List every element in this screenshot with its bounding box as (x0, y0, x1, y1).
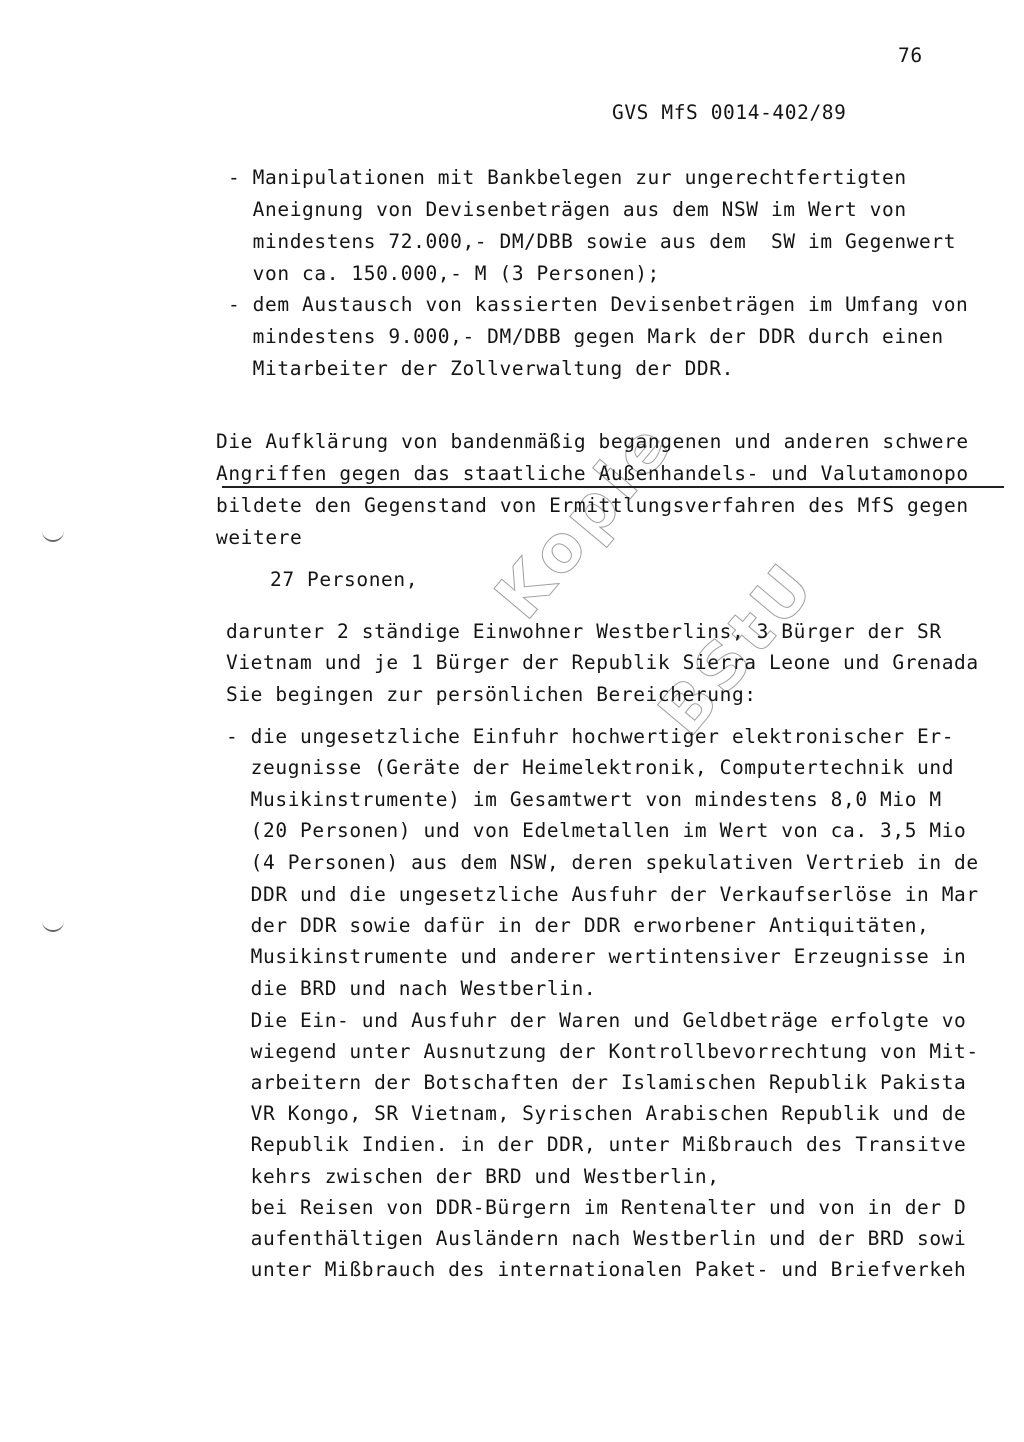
text-line: Musikinstrumente und anderer wertintensiver Erzeugnisse in (226, 945, 967, 968)
text-line: Die Aufklärung von bandenmäßig begangenen und anderen schwere (216, 430, 969, 453)
text-line: Aneignung von Devisenbeträgen aus dem NSW im Wert von (228, 198, 907, 221)
text-line: Mitarbeiter der Zollverwaltung der DDR. (228, 357, 734, 380)
text-line: aufenthältigen Ausländern nach Westberlin und der BRD sowi (226, 1227, 967, 1250)
text-line: die BRD und nach Westberlin. (226, 977, 597, 1000)
text-line: wiegend unter Ausnutzung der Kontrollbevorrechtung von Mit- (226, 1040, 979, 1063)
text-line: unter Mißbrauch des internationalen Paket- und Briefverkeh (226, 1258, 967, 1281)
text-line: bildete den Gegenstand von Ermittlungsverfahren des MfS gegen (216, 494, 969, 517)
text-line: Musikinstrumente) im Gesamtwert von mindestens 8,0 Mio M (226, 788, 942, 811)
text-line: Die Ein- und Ausfuhr der Waren und Geldbeträge erfolgte vo (226, 1009, 967, 1032)
text-line: - Manipulationen mit Bankbelegen zur ungerechtfertigten (228, 166, 907, 189)
text-line: - dem Austausch von kassierten Devisenbeträgen im Umfang von (228, 293, 969, 316)
text-line: Sie begingen zur persönlichen Bereicherung: (226, 683, 757, 706)
text-line: VR Kongo, SR Vietnam, Syrischen Arabischen Republik und de (226, 1102, 967, 1125)
text-line: mindestens 9.000,- DM/DBB gegen Mark der DDR durch einen (228, 325, 944, 348)
kopie-stamp: Kopie BStU (481, 406, 832, 750)
text-line: bei Reisen von DDR-Bürgern im Rentenalter und von in der D (226, 1196, 967, 1219)
text-line: mindestens 72.000,- DM/DBB sowie aus dem SW im Gegenwert (228, 230, 957, 253)
punch-hole-mark (42, 918, 64, 932)
text-line: arbeitern der Botschaften der Islamischen Republik Pakista (226, 1071, 967, 1094)
text-line: weitere (216, 526, 303, 549)
text-line: (20 Personen) und von Edelmetallen im Wert von ca. 3,5 Mio (226, 819, 967, 842)
text-line: (4 Personen) aus dem NSW, deren spekulativen Vertrieb in de (226, 851, 979, 874)
punch-hole-mark (42, 528, 64, 542)
page-number: 76 (898, 44, 923, 67)
text-line: Republik Indien. in der DDR, unter Mißbrauch des Transitve (226, 1133, 967, 1156)
text-line: Angriffen gegen das staatliche Außenhandels- und Valutamonopo (216, 462, 969, 485)
text-line: kehrs zwischen der BRD und Westberlin, (226, 1165, 720, 1188)
text-line: darunter 2 ständige Einwohner Westberlins, 3 Bürger der SR (226, 620, 942, 643)
person-count: 27 Personen, (270, 568, 419, 591)
text-line: der DDR sowie dafür in der DDR erworbener Antiquitäten, (226, 914, 930, 937)
text-line: - die ungesetzliche Einfuhr hochwertiger elektronischer Er- (226, 725, 955, 748)
text-line: von ca. 150.000,- M (3 Personen); (228, 262, 660, 285)
text-line: DDR und die ungesetzliche Ausfuhr der Verkaufserlöse in Mar (226, 883, 979, 906)
document-reference: GVS MfS 0014-402/89 (612, 101, 847, 124)
text-line: zeugnisse (Geräte der Heimelektronik, Computertechnik und (226, 756, 955, 779)
text-line: Vietnam und je 1 Bürger der Republik Sierra Leone und Grenada (226, 651, 979, 674)
